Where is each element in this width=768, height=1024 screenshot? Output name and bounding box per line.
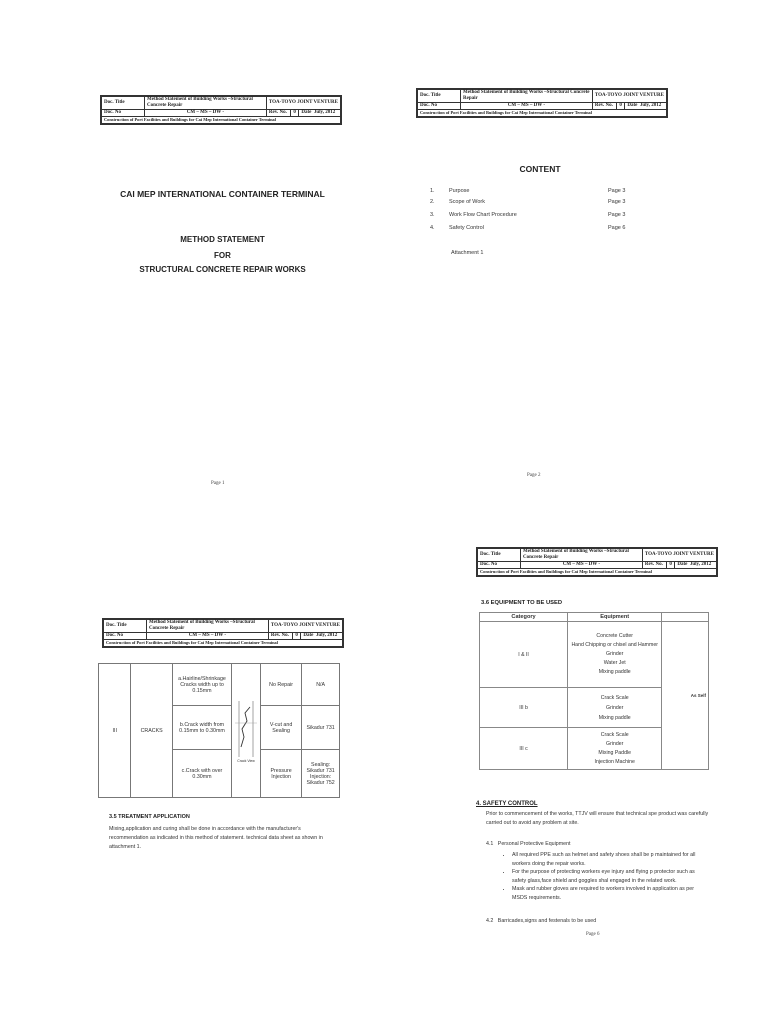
doc-no-label: Doc. No xyxy=(102,110,145,117)
toc-item-number: 3. xyxy=(430,212,435,218)
equip-item: Crack Scale xyxy=(600,731,629,738)
doc-title-label: Doc. Title xyxy=(478,549,521,562)
crack-case-material: Sikadur 731 xyxy=(302,706,340,750)
doc-no-label: Doc. No xyxy=(418,103,461,110)
doc-no-label: Doc. No xyxy=(478,562,521,569)
date-value: July, 2012 xyxy=(639,103,662,108)
page-number: Page 2 xyxy=(527,473,541,478)
ppe-number: 4.1 xyxy=(486,841,494,847)
document-page-1 xyxy=(95,85,350,505)
date-label: Date xyxy=(301,110,312,115)
ppe-heading xyxy=(486,840,571,849)
rev-label: Rev. No. xyxy=(592,103,616,110)
document-page-4 xyxy=(470,540,714,950)
doc-title-label: Doc. Title xyxy=(418,90,461,103)
crack-view-icon xyxy=(233,699,259,759)
crack-view-label: Crack View xyxy=(237,758,255,763)
safety-intro: Prior to commencement of the works, TTJV will ensure that technical spe product was carefully carried out to avoid any problem at site. xyxy=(486,811,709,826)
safety-control-title: 4. SAFETY CONTROL xyxy=(476,801,538,807)
doc-title-value: Method Statement of Building Works –Structural Concrete Repair xyxy=(145,97,267,110)
company-name: TOA-TOYO JOINT VENTURE xyxy=(268,620,342,633)
crack-case-method: Pressure Injection xyxy=(260,750,301,798)
ppe-bullet: • All required PPE such as helmet and safety shoes shall be p maintained for all workers doing the repair works. xyxy=(512,851,702,868)
doc-title-value: Method Statement of Building Works –Structural Concrete Repair xyxy=(147,620,269,633)
project-name: Construction of Port Facilities and Buildings for Cai Mep International Container Terminal xyxy=(104,640,343,647)
rev-label: Rev. No. xyxy=(268,633,292,640)
date-cell xyxy=(625,103,667,110)
col-equipment: Equipment xyxy=(568,613,662,622)
method-statement-for: FOR xyxy=(214,251,231,260)
crack-case-method: V-cut and Sealing xyxy=(260,706,301,750)
rev-value: 0 xyxy=(291,110,299,117)
company-name: TOA-TOYO JOINT VENTURE xyxy=(642,549,716,562)
crack-case-desc: b.Crack width from 0.15mm to 0.30mm xyxy=(172,706,231,750)
equip-item: Crack Scale xyxy=(600,694,629,701)
ppe-bullet: • Mask and rubber gloves are required to workers involved in application as per MSDS requirements. xyxy=(512,885,702,902)
col-category: Category xyxy=(480,613,568,622)
rev-value: 0 xyxy=(293,633,301,640)
doc-title-value: Method Statement of Building Works –Structural Concrete Repair xyxy=(461,90,593,103)
date-cell xyxy=(675,562,717,569)
doc-no-value: CM – MS – DW - xyxy=(145,110,267,117)
barricade-title: Barricades,signs and festenals to be used xyxy=(497,918,597,924)
equip-item: Grinder xyxy=(606,704,624,711)
page-header xyxy=(100,95,342,125)
equip-list xyxy=(568,728,662,770)
crack-case-desc: c.Crack with over 0.30mm xyxy=(172,750,231,798)
company-name: TOA-TOYO JOINT VENTURE xyxy=(592,90,666,103)
doc-no-value: CM – MS – DW - xyxy=(147,633,269,640)
equip-item: Grinder xyxy=(606,740,624,747)
terminal-title: CAI MEP INTERNATIONAL CONTAINER TERMINAL xyxy=(120,189,325,199)
equip-item: Mixing Paddle xyxy=(598,749,631,756)
crack-class: III xyxy=(99,664,131,798)
project-name: Construction of Port Facilities and Buildings for Cai Mep International Container Terminal xyxy=(478,569,717,576)
content-title: CONTENT xyxy=(519,164,561,174)
crack-case-material: N/A xyxy=(302,664,340,706)
toc-item-label: Purpose xyxy=(449,188,470,194)
date-value: July, 2012 xyxy=(313,110,336,115)
date-label: Date xyxy=(627,103,638,108)
ppe-bullet: • For the purpose of protecting workers eye injury and flying p protector such as safety glass,face shield and goggles shal engaged in the related work. xyxy=(512,868,702,885)
page-number: Page 6 xyxy=(586,932,600,937)
toc-item-page: Page 6 xyxy=(608,225,626,231)
equip-category: I & II xyxy=(480,622,568,688)
crack-case-material: Sealing: Sikadur 731 Injection: Sikadur 752 xyxy=(302,750,340,798)
col-remarks xyxy=(662,613,709,622)
project-name: Construction of Port Facilities and Buildings for Cai Mep International Container Terminal xyxy=(418,110,667,117)
toc-item-page: Page 3 xyxy=(608,188,626,194)
doc-no-value: CM – MS – DW - xyxy=(521,562,643,569)
equip-category: III c xyxy=(480,728,568,770)
doc-title-label: Doc. Title xyxy=(104,620,147,633)
ppe-bullets xyxy=(502,851,702,902)
rev-value: 0 xyxy=(667,562,675,569)
toc-item-label: Scope of Work xyxy=(449,199,485,205)
doc-title-label: Doc. Title xyxy=(102,97,145,110)
equip-item: Hand Chipping or chisel and Hammer xyxy=(571,642,658,648)
crack-sketch xyxy=(232,664,261,798)
section-title: 3.5 TREATMENT APPLICATION xyxy=(109,814,190,820)
crack-repair-table xyxy=(98,663,340,798)
toc-item-number: 1. xyxy=(430,188,435,194)
toc-item-label: Work Flow Chart Procedure xyxy=(449,212,517,218)
toc-item-page: Page 3 xyxy=(608,212,626,218)
toc-item-number: 4. xyxy=(430,225,435,231)
equipment-table xyxy=(479,612,709,770)
equip-category: III b xyxy=(480,688,568,728)
crack-case-method: No Repair xyxy=(260,664,301,706)
equip-item: Injection Machine xyxy=(594,758,635,765)
toc-item-page: Page 3 xyxy=(608,199,626,205)
barricade-number: 4.2 xyxy=(486,918,494,924)
document-page-3 xyxy=(95,612,350,912)
rev-label: Rev. No. xyxy=(642,562,666,569)
equip-list xyxy=(568,622,662,688)
page-header xyxy=(416,88,668,118)
page-header xyxy=(102,618,344,648)
doc-no-value: CM – MS – DW - xyxy=(461,103,593,110)
section-text: Mixing,application and curing shall be done in accordance with the manufacturer's recommendation as indicated in this method of statement. technical data sheet as shown in attachment 1. xyxy=(109,826,323,850)
page-header xyxy=(476,547,718,577)
page-number: Page 1 xyxy=(211,481,225,486)
equip-item: Grinder xyxy=(606,651,624,657)
date-value: July, 2012 xyxy=(315,633,338,638)
doc-no-label: Doc. No xyxy=(104,633,147,640)
toc-item-number: 2. xyxy=(430,199,435,205)
equip-item: Mixing paddle xyxy=(598,714,631,721)
document-page-2 xyxy=(410,80,668,490)
equip-item: Concrete Cutter xyxy=(596,633,634,639)
toc-item-label: Safety Control xyxy=(449,225,484,231)
date-label: Date xyxy=(677,562,688,567)
method-statement-subject: STRUCTURAL CONCRETE REPAIR WORKS xyxy=(139,265,306,274)
rev-label: Rev. No. xyxy=(266,110,290,117)
barricade-heading xyxy=(486,917,596,926)
crack-type: CRACKS xyxy=(131,664,172,798)
date-label: Date xyxy=(303,633,314,638)
equip-remarks: As Self xyxy=(662,622,709,770)
company-name: TOA-TOYO JOINT VENTURE xyxy=(266,97,340,110)
method-statement-line: METHOD STATEMENT xyxy=(180,235,265,244)
equip-list xyxy=(568,688,662,728)
equipment-title: 3.6 EQUIPMENT TO BE USED xyxy=(481,600,563,606)
equip-item: Mixing paddle xyxy=(598,669,631,675)
rev-value: 0 xyxy=(617,103,625,110)
date-value: July, 2012 xyxy=(689,562,712,567)
equip-item: Water Jet xyxy=(603,660,626,666)
date-cell xyxy=(299,110,341,117)
attachment-label: Attachment 1 xyxy=(451,250,484,256)
doc-title-value: Method Statement of Building Works –Structural Concrete Repair xyxy=(521,549,643,562)
crack-case-desc: a.Hairline/Shrinkage Cracks width up to 0.15mm xyxy=(172,664,231,706)
ppe-title: Personal Protective Equipment xyxy=(497,841,571,847)
date-cell xyxy=(301,633,343,640)
project-name: Construction of Port Facilities and Buildings for Cai Mep International Container Terminal xyxy=(102,117,341,124)
